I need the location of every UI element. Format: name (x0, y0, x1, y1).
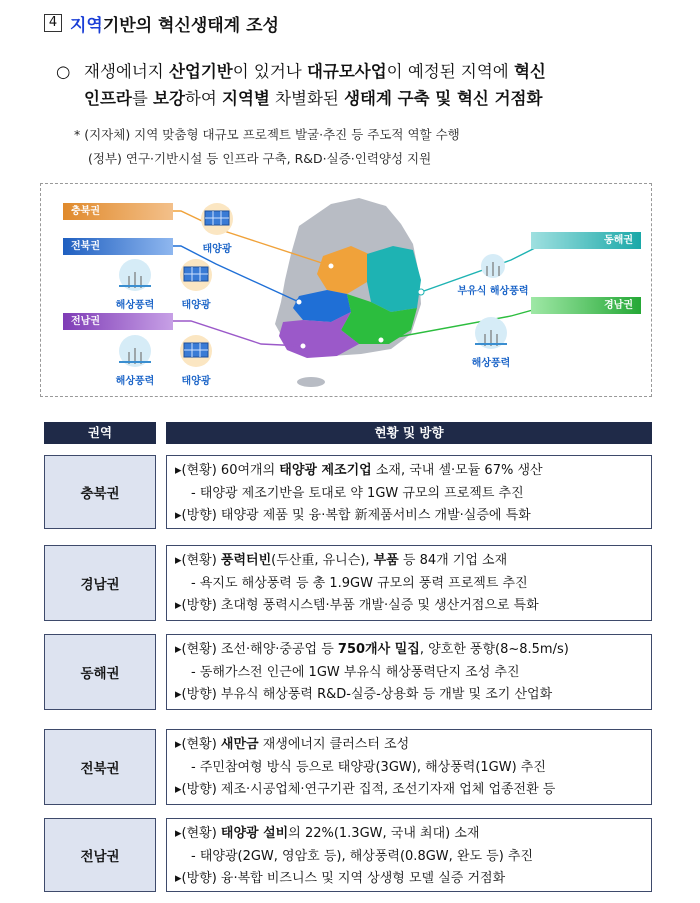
solar-label: 태양광 (181, 300, 211, 311)
content-line (175, 662, 651, 685)
solar-label: 태양광 (181, 376, 211, 387)
solar-panel-icon (176, 334, 216, 368)
table-row-content (166, 545, 652, 621)
text-segment: ▸(현황) 60여개의 (175, 463, 280, 478)
text-segment: ▸(현황) 조선·해양·중공업 등 (175, 642, 338, 657)
wind-turbine-icon (473, 252, 513, 278)
solar-icon-chungbuk (193, 202, 241, 255)
map-jeju (297, 377, 325, 387)
tag-gyeongnam: 경남권 (531, 297, 641, 314)
text-segment: 를 (131, 89, 154, 108)
solar-panel-icon (197, 202, 237, 236)
tag-chungbuk: 충북권 (63, 203, 173, 220)
table-header-region: 권역 (44, 422, 156, 444)
emphasis-text: 태양광 설비 (220, 826, 289, 841)
table-row-content (166, 634, 652, 710)
content-line (175, 460, 651, 483)
text-segment: 이 있거나 (232, 62, 307, 81)
section-heading (44, 10, 279, 36)
text-segment: 재생에너지 클러스터 조성 (258, 737, 410, 752)
note-local-gov: * (지자체) 지역 맞춤형 대규모 프로젝트 발굴·추진 등 주도적 역할 수행 (74, 127, 460, 142)
text-segment: ▸(방향) 초대형 풍력시스템·부품 개발·실증 및 생산거점으로 특화 (175, 598, 539, 613)
wind-icon-gyeongnam (461, 316, 521, 369)
wind-turbine-icon (115, 334, 155, 368)
text-segment: ▸(현황) (175, 553, 221, 568)
solar-icon-jeonnam (171, 334, 221, 387)
text-segment: 재생에너지 (84, 62, 169, 81)
content-line (175, 550, 651, 573)
main-bullet (56, 58, 676, 112)
tag-donghae: 동해권 (531, 232, 641, 249)
table-row-content (166, 729, 652, 805)
text-segment: ▸(방향) 태양광 제품 및 융·복합 新제품서비스 개발·실증에 특화 (175, 508, 531, 523)
content-line (175, 868, 651, 891)
offshore-wind-label: 해상풍력 (115, 376, 155, 387)
table-row-region: 전북권 (44, 729, 156, 805)
content-line (175, 684, 651, 707)
solar-icon-jeonbuk (171, 258, 221, 311)
wind-turbine-icon (471, 316, 511, 350)
content-line (175, 505, 651, 528)
text-segment: 의 22%(1.3GW, 국내 최대) 소재 (288, 826, 480, 841)
note-government: (정부) 연구·기반시설 등 인프라 구축, R&D·실증·인력양성 지원 (88, 151, 432, 166)
bullet-line-2 (56, 85, 676, 112)
text-segment: - 태양광 제조기반을 토대로 약 1GW 규모의 프로젝트 추진 (191, 485, 524, 501)
table-row-content (166, 818, 652, 892)
wind-icon-jeonnam (105, 334, 165, 387)
text-segment: - 태양광(2GW, 영암호 등), 해상풍력(0.8GW, 완도 등) 추진 (191, 848, 534, 864)
bullet-marker: ○ (56, 62, 71, 81)
emphasis-text: 새만금 (220, 737, 259, 752)
map-region-donghae (367, 246, 421, 312)
text-segment: - 욕지도 해상풍력 등 총 1.9GW 규모의 풍력 프로젝트 추진 (191, 575, 528, 591)
offshore-wind-label: 해상풍력 (471, 358, 511, 369)
content-line (175, 757, 651, 780)
content-line (175, 734, 651, 757)
content-line (175, 639, 651, 662)
emphasis-text: 풍력터빈 (220, 553, 272, 568)
text-segment: 등 84개 기업 소재 (398, 553, 508, 568)
text-segment: , 양호한 풍향(8~8.5m/s) (419, 642, 569, 657)
section-number: 4 (44, 14, 62, 32)
wind-icon-jeonbuk (105, 258, 165, 311)
emphasis-text: 지역별 (222, 89, 270, 108)
emphasis-text: 태양광 제조기업 (279, 463, 372, 478)
text-segment: ▸(현황) (175, 826, 221, 841)
heading-accent: 지역 (70, 15, 103, 36)
bullet-line-1 (56, 58, 676, 85)
tag-jeonbuk: 전북권 (63, 238, 173, 255)
emphasis-text: 산업기반 (168, 62, 233, 81)
text-segment: 하여 (184, 89, 223, 108)
table-row-region: 경남권 (44, 545, 156, 621)
heading-text: 기반의 혁신생태계 조성 (102, 15, 279, 36)
wind-icon-donghae (445, 252, 541, 297)
text-segment: 소재, 국내 셀·모듈 67% 생산 (371, 463, 543, 478)
table-header-content: 현황 및 방향 (166, 422, 652, 444)
solar-panel-icon (176, 258, 216, 292)
text-segment: - 주민참여형 방식 등으로 태양광(3GW), 해상풍력(1GW) 추진 (191, 759, 546, 775)
table-row-content (166, 455, 652, 529)
content-line (175, 595, 651, 618)
emphasis-text: 인프라 (84, 89, 132, 108)
text-segment: ▸(방향) 부유식 해상풍력 R&D-실증-상용화 등 개발 및 조기 산업화 (175, 687, 553, 702)
text-segment: - 동해가스전 인근에 1GW 부유식 해상풍력단지 조성 추진 (191, 664, 520, 680)
content-line (175, 846, 651, 869)
content-line (175, 483, 651, 506)
emphasis-text: 대규모사업 (306, 62, 387, 81)
text-segment: 이 예정된 지역에 (386, 62, 514, 81)
text-segment: ▸(방향) 융·복합 비즈니스 및 지역 상생형 모델 실증 거점화 (175, 871, 506, 886)
content-line (175, 573, 651, 596)
emphasis-text: 부품 (373, 553, 399, 568)
emphasis-text: 750개사 밀집 (337, 642, 420, 657)
regional-map-figure (40, 183, 652, 397)
emphasis-text: 혁신 (513, 62, 546, 81)
text-segment: (두산重, 유니슨), (271, 553, 374, 568)
emphasis-text: 생태계 구축 및 혁신 거점화 (344, 89, 543, 108)
emphasis-text: 보강 (153, 89, 185, 108)
solar-label: 태양광 (202, 244, 232, 255)
text-segment: ▸(현황) (175, 737, 221, 752)
offshore-wind-label: 해상풍력 (115, 300, 155, 311)
table-row-region: 충북권 (44, 455, 156, 529)
floating-wind-label: 부유식 해상풍력 (457, 286, 529, 297)
text-segment: 차별화된 (269, 89, 345, 108)
content-line (175, 823, 651, 846)
text-segment: ▸(방향) 제조·시공업체·연구기관 집적, 조선기자재 업체 업종전환 등 (175, 782, 556, 797)
tag-jeonnam: 전남권 (63, 313, 173, 330)
table-row-region: 동해권 (44, 634, 156, 710)
content-line (175, 779, 651, 802)
wind-turbine-icon (115, 258, 155, 292)
table-row-region: 전남권 (44, 818, 156, 892)
